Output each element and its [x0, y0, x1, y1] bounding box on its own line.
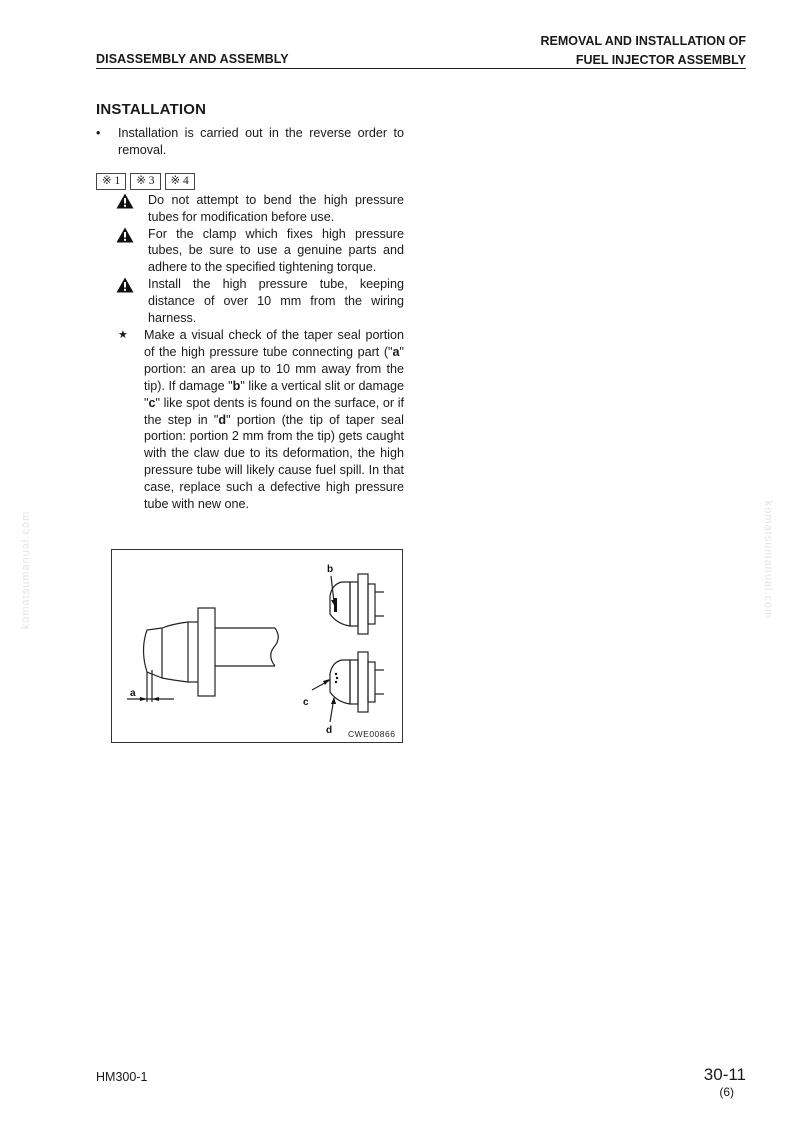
footer-revision: (6) [719, 1085, 734, 1099]
figure-code: CWE00866 [348, 729, 396, 739]
reference-mark-1: ※ 1 [96, 173, 126, 190]
header-title-line1: REMOVAL AND INSTALLATION OF [540, 34, 746, 48]
taper-seal-tip [144, 628, 163, 678]
warning-item [116, 226, 404, 277]
tube-nut [162, 622, 188, 682]
warning-text: Do not attempt to bend the high pressure tubes for modification before use. [148, 192, 404, 224]
reference-marks [96, 173, 404, 190]
small-tip-bottom [330, 660, 350, 704]
warning-triangle-icon [116, 276, 148, 327]
footer-page-number: 30-11 [703, 1065, 746, 1084]
label-b: b [327, 564, 334, 575]
watermark-left: komatsumanual.com [20, 510, 32, 630]
star-icon: ★ [118, 328, 128, 341]
warning-triangle-icon [116, 192, 148, 226]
footer-model: HM300-1 [96, 1070, 148, 1084]
header-title-line2: FUEL INJECTOR ASSEMBLY [575, 53, 746, 67]
warning-triangle-icon [116, 226, 148, 277]
warning-item [116, 276, 404, 327]
header-rule [96, 68, 746, 69]
bullet-item [96, 125, 404, 159]
reference-mark-3: ※ 3 [130, 173, 160, 190]
section-heading: INSTALLATION [96, 101, 207, 118]
reference-mark-4: ※ 4 [165, 173, 195, 190]
label-d: d [326, 725, 333, 736]
warning-text: Install the high pressure tube, keeping distance of over 10 mm from the wiring harness. [148, 277, 404, 326]
installation-section [96, 102, 404, 513]
note-item [116, 327, 404, 513]
bullet-text: Installation is carried out in the reverse order to removal. [118, 125, 404, 157]
bullet-dot-icon: • [96, 125, 101, 140]
warning-text: For the clamp which fixes high pressure tubes, be sure to use a genuine parts and adhere to the specified tightening torque. [148, 226, 404, 275]
pipe-break [271, 628, 279, 666]
header-section: DISASSEMBLY AND ASSEMBLY [96, 52, 289, 66]
note-text: Make a visual check of the taper seal portion of the high pressure tube connecting part ("a" portion: an area up to 10 mm away from the tip). If damage "b" like a vertical slit or damage "c" like spot dents is found on the surface, or if the step in "d" portion (the tip of taper seal portion: portion 2 mm from the tip) gets caught with the claw due to its deformation, the high pressure tube will likely cause fuel spill. In that case, replace such a defective high pressure tube with new one. [144, 327, 404, 512]
tube-flange [198, 608, 215, 696]
watermark-right: komatsumanual.com [762, 500, 774, 620]
header-title [540, 32, 746, 70]
warning-item [116, 192, 404, 226]
tube-diagram [111, 549, 403, 743]
label-a: a [130, 688, 136, 699]
label-c: c [303, 697, 309, 708]
